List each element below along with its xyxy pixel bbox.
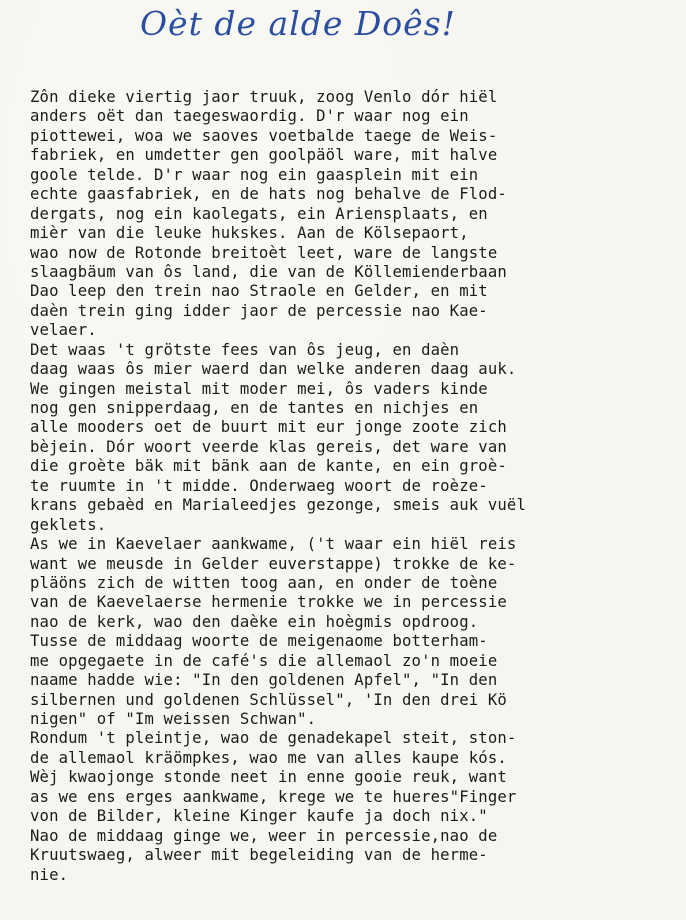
text-line: de allemaol kräömpkes, wao me van alles kaupe kós. bbox=[30, 748, 507, 767]
text-line: dergats, nog ein kaolegats, ein Ariensplaats, en bbox=[30, 204, 488, 223]
text-line: nigen" of "Im weissen Schwan". bbox=[30, 710, 317, 728]
typewritten-body bbox=[30, 88, 670, 885]
text-line: wao now de Rotonde breitoèt leet, ware de langste bbox=[30, 243, 498, 262]
text-line: von de Bilder, kleine Kinger kaufe ja doch nix." bbox=[30, 807, 488, 826]
text-line: mièr van die leuke hukskes. Aan de Kölsepaort, bbox=[30, 224, 469, 243]
text-line: As we in Kaevelaer aankwame, ('t waar ein hiël reis bbox=[30, 535, 517, 554]
text-line: Det waas 't grötste fees van ôs jeug, en daèn bbox=[30, 340, 460, 359]
text-line: as we ens erges aankwame, krege we te hueres"Finger bbox=[30, 787, 517, 806]
text-line: geklets. bbox=[30, 515, 107, 534]
text-line: nao de kerk, wao den daèke ein hoègmis opdroog. bbox=[30, 612, 479, 631]
text-line: alle mooders oet de buurt mit eur jonge zoote zich bbox=[30, 418, 507, 437]
text-line: echte gaasfabriek, en de hats nog behalve de Flod- bbox=[30, 185, 507, 204]
text-line: piottewei, woa we saoves voetbalde taege de Weis- bbox=[30, 126, 498, 145]
text-line: nie. bbox=[30, 865, 69, 884]
text-line: bèjein. Dór woort veerde klas gereis, det ware van bbox=[30, 437, 507, 456]
text-line: Wèj kwaojonge stonde neet in enne gooie reuk, want bbox=[30, 768, 507, 787]
text-line: naame hadde wie: "In den goldenen Apfel", "In den bbox=[30, 671, 498, 690]
text-line: krans gebaèd en Marialeedjes gezonge, smeis auk vuël bbox=[30, 496, 526, 515]
text-line: goole telde. D'r waar nog ein gaasplein mit ein bbox=[30, 165, 479, 184]
text-line: We gingen meistal mit moder mei, ôs vaders kinde bbox=[30, 379, 488, 398]
text-line: nog gen snipperdaag, en de tantes en nichjes en bbox=[30, 399, 479, 417]
text-line: van de Kaevelaerse hermenie trokke we in percessie bbox=[30, 593, 507, 612]
text-line: fabriek, en umdetter gen goolpäöl ware, mit halve bbox=[30, 146, 498, 165]
text-line: silbernen und goldenen Schlüssel", 'In den drei Kö bbox=[30, 690, 507, 709]
text-line: velaer. bbox=[30, 321, 97, 340]
text-line: slaagbäum van ôs land, die van de Köllemienderbaan bbox=[30, 262, 507, 281]
text-line: te ruumte in 't midde. Onderwaeg woort de roèze- bbox=[30, 476, 488, 495]
text-line: me opgegaete in de café's die allemaol zo'n moeie bbox=[30, 651, 498, 670]
text-line: daèn trein ging idder jaor de percessie nao Kae- bbox=[30, 301, 488, 320]
text-line: daag waas ôs mier waerd dan welke anderen daag auk. bbox=[30, 360, 517, 379]
text-line: Nao de middaag ginge we, weer in percessie,nao de bbox=[30, 826, 498, 845]
text-line: anders oët dan taegeswaordig. D'r waar nog ein bbox=[30, 107, 469, 126]
handwritten-title: Oèt de alde Doês! bbox=[140, 4, 456, 43]
text-line: pläöns zich de witten toog aan, en onder de toène bbox=[30, 573, 498, 592]
text-line: Rondum 't pleintje, wao de genadekapel steit, ston- bbox=[30, 729, 517, 748]
text-line: Dao leep den trein nao Straole en Gelder, en mit bbox=[30, 282, 488, 301]
text-line: Kruutswaeg, alweer mit begeleiding van de herme- bbox=[30, 846, 488, 865]
text-line: want we meusde in Gelder euverstappe) trokke de ke- bbox=[30, 554, 517, 573]
text-line: Tusse de middaag woorte de meigenaome botterham- bbox=[30, 632, 488, 651]
text-line: Zôn dieke viertig jaor truuk, zoog Venlo dór hiël bbox=[30, 88, 498, 106]
text-line: die groète bäk mit bänk aan de kante, en ein groè- bbox=[30, 457, 507, 476]
